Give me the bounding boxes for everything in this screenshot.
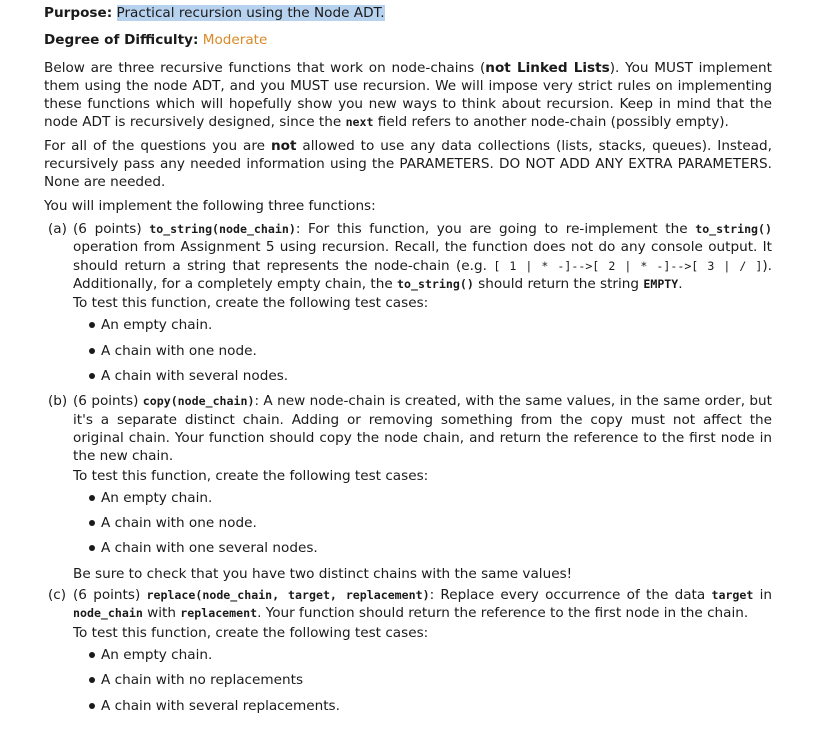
assignment-document: [44, 4, 772, 722]
question-a-test-intro: To test this function, create the following test cases:: [73, 295, 429, 312]
question-c-label: (c): [48, 587, 67, 604]
list-item: An empty chain.: [73, 489, 772, 507]
question-a-points: (6 points): [73, 220, 150, 237]
question-c-code-3: replacement: [180, 606, 258, 621]
question-c-signature: replace(node_chain, target, replacement): [146, 588, 430, 603]
difficulty-value: Moderate: [202, 32, 268, 49]
question-b-label: (b): [48, 393, 68, 410]
intro-p2-bold: not: [270, 137, 297, 154]
question-a-text-3: ). Additionally, for a completely empty chain, the: [73, 257, 772, 292]
question-a-body: [73, 220, 772, 293]
list-item: A chain with several replacements.: [73, 697, 772, 715]
question-b-signature: copy(node_chain): [142, 394, 255, 409]
question-a-text-4: should return the string: [473, 275, 644, 292]
difficulty-line: [44, 31, 772, 49]
question-b-test-intro: To test this function, create the following test cases:: [73, 467, 429, 484]
question-b-body: [73, 392, 772, 465]
intro-paragraph-1: [44, 59, 772, 132]
purpose-value: Practical recursion using the Node ADT.: [116, 5, 385, 21]
question-c-text-2: in: [753, 587, 773, 604]
question-a-text-5: .: [678, 275, 683, 292]
intro-p1-text-a: Below are three recursive functions that work on node-chains (: [44, 59, 486, 76]
question-c: [44, 586, 772, 715]
question-b-points: (6 points): [73, 393, 143, 410]
question-a-text-2: operation from Assignment 5 using recursion. Recall, the function does not do any console output. It should return a string that represents the node-chain (e.g.: [73, 239, 772, 274]
list-item: A chain with no replacements: [73, 671, 772, 689]
intro-p1-text-c: field refers to another node-chain (possibly empty).: [373, 114, 729, 131]
question-c-test-list: [73, 646, 772, 715]
question-c-code-1: target: [711, 588, 754, 603]
question-a-code-4: EMPTY: [643, 276, 679, 291]
question-a-signature: to_string(node_chain): [149, 221, 296, 236]
question-a-test-list: [73, 316, 772, 385]
intro-p2-text-b: allowed to use any data collections (lists, stacks, queues). Instead, recursively pass any needed information using the PARAMETERS. DO NOT ADD ANY EXTRA PARAMETERS. None are needed.: [44, 137, 772, 191]
difficulty-label: Degree of Difficulty:: [44, 32, 199, 49]
question-b-note: Be sure to check that you have two distinct chains with the same values!: [73, 565, 573, 582]
question-a: [44, 220, 772, 385]
list-item: An empty chain.: [73, 316, 772, 334]
question-b: [44, 392, 772, 583]
list-item: A chain with one node.: [73, 342, 772, 360]
list-item: A chain with one several nodes.: [73, 539, 772, 557]
question-c-text-1: : Replace every occurrence of the data: [429, 587, 712, 604]
list-item: An empty chain.: [73, 646, 772, 664]
question-c-test-intro: To test this function, create the following test cases:: [73, 624, 429, 641]
intro-p1-code: next: [345, 115, 374, 130]
list-item: A chain with one node.: [73, 514, 772, 532]
intro-paragraph-3: You will implement the following three functions:: [44, 197, 376, 214]
question-a-code-3: to_string(): [397, 276, 474, 291]
question-c-text-3: with: [142, 605, 181, 622]
purpose-label: Purpose:: [44, 5, 113, 21]
list-item: A chain with several nodes.: [73, 367, 772, 385]
intro-p1-text-b: ). You MUST implement them using the node ADT, and you MUST use recursion. We will impose very strict rules on implementing these functions which will hopefully show you new ways to think about recursion. Keep in mind that the node ADT is recursively designed, since the: [44, 59, 772, 131]
question-a-code-2: [ 1 | * -]-->[ 2 | * -]-->[ 3 | / ]: [493, 258, 763, 273]
intro-paragraph-2: [44, 137, 772, 192]
question-c-body: [73, 586, 772, 623]
question-b-text-1: : A new node-chain is created, with the same values, in the same order, but it's a separate distinct chain. Adding or removing something from the copy must not affect the original chain. Your function should copy the node chain, and return the reference to the first node in the new chain.: [73, 393, 772, 465]
intro-p2-text-a: For all of the questions you are: [44, 137, 271, 154]
question-c-points: (6 points): [73, 587, 147, 604]
question-a-code-1: to_string(): [695, 221, 772, 236]
question-a-text-1: : For this function, you are going to re-implement the: [295, 220, 696, 237]
purpose-line: [44, 4, 772, 22]
question-b-test-list: [73, 489, 772, 558]
question-c-code-2: node_chain: [73, 606, 143, 621]
question-a-label: (a): [48, 220, 67, 237]
question-c-text-4: . Your function should return the reference to the first node in the chain.: [257, 605, 749, 622]
intro-p1-bold: not Linked Lists: [485, 59, 610, 76]
